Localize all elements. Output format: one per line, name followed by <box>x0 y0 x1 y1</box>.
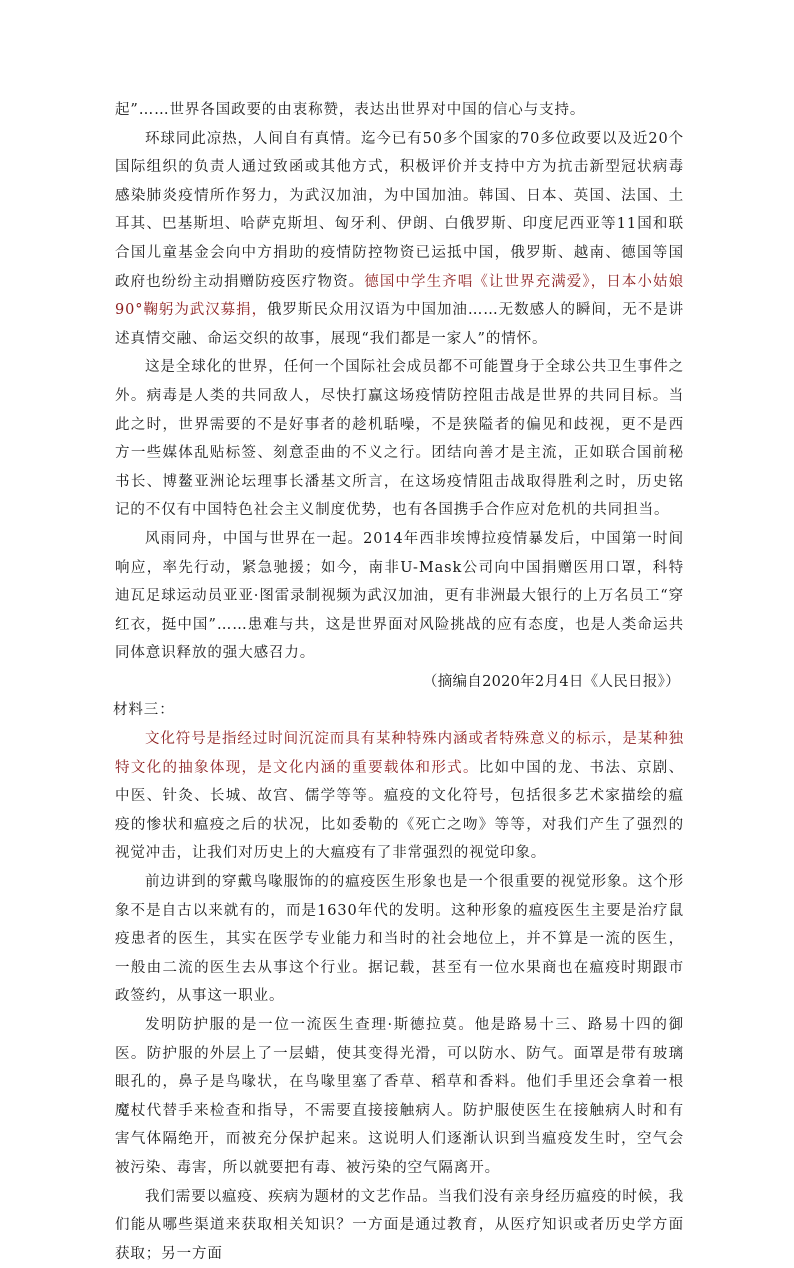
paragraph-plague-doctor: 前边讲到的穿戴鸟喙服饰的的瘟疫医生形象也是一个很重要的视觉形象。这个形象不是自古以来就有的，而是1630年代的发明。这种形象的瘟疫医生主要是治疗鼠疫患者的医生，其实在医学专业能力和当时的社会地位上，并不算是一流的医生，一般由二流的医生去从事这个行业。据记载，甚至有一位水果商也在瘟疫时期跟市政签约，从事这一职业。 <box>115 874 684 1005</box>
paragraph-text: 比如中国的龙、书法、京剧、中医、针灸、长城、故宫、儒学等等。瘟疫的文化符号，包括很多艺术家描绘的瘟疫的惨状和瘟疫之后的状况，比如委勒的《死亡之吻》等等，对我们产生了强烈的视觉冲击，让我们对历史上的大瘟疫有了非常强烈的视觉印象。 <box>115 759 684 862</box>
paragraph-global-support <box>115 125 684 354</box>
paragraph-solidarity: 风雨同舟，中国与世界在一起。2014年西非埃博拉疫情暴发后，中国第一时间响应，率先行动，紧急驰援；如今，南非U-Mask公司向中国捐赠医用口罩，科特迪瓦足球运动员亚亚·图雷录制视频为武汉加油，更有非洲最大银行的上万名员工“穿红衣，挺中国”……患难与共，这是世界面对风险挑战的应有态度，也是人类命运共同体意识释放的强大感召力。 <box>115 530 684 662</box>
highlighted-text: 是某种独特文化的抽象体现，是文化内涵的重要载体和形式。 <box>115 731 685 776</box>
paragraph-text: 俄罗斯民众用汉语为中国加油……无数感人的瞬间，无不是讲述真情交融、命运交织的故事，展现“我们都是一家人”的情怀。 <box>115 302 684 347</box>
paragraph-cultural-symbol <box>115 725 684 868</box>
paragraph-continuation: 起”……世界各国政要的由衷称赞，表达出世界对中国的信心与支持。 <box>115 102 586 118</box>
paragraph-text: 环球同此凉热，人间自有真情。迄今已有50多个国家的70多位政要以及近20个国际组织的负责人通过致函或其他方式，积极评价并支持中方为抗击新型冠状病毒感染肺炎疫情所作努力，为武汉加油，为中国加油。韩国、日本、英国、法国、土耳其、巴基斯坦、哈萨克斯坦、匈牙利、伊朗、白俄罗斯、印度尼西亚等11国和联合国儿童基金会向中方捐助的疫情防控物资已运抵中国，俄罗斯、越南、德国等国政府也纷纷主动捐赠防疫医疗物资。 <box>115 130 684 290</box>
section-heading: 材料三： <box>113 702 175 719</box>
paragraph-literary-works: 我们需要以瘟疫、疾病为题材的文艺作品。当我们没有亲身经历瘟疫的时候，我们能从哪些渠道来获取相关知识？一方面是通过教育，从医疗知识或者历史学方面获取；另一方面 <box>115 1188 684 1262</box>
paragraph-globalization: 这是全球化的世界，任何一个国际社会成员都不可能置身于全球公共卫生事件之外。病毒是人类的共同敌人，尽快打赢这场疫情防控阻击战是世界的共同目标。当此之时，世界需要的不是好事者的趁机聒噪，不是狭隘者的偏见和歧视，更不是西方一些媒体乱贴标签、刻意歪曲的不义之行。团结向善才是主流，正如联合国前秘书长、博鳌亚洲论坛理事长潘基文所言，在这场疫情阻击战取得胜利之时，历史铭记的不仅有中国特色社会主义制度优势，也有各国携手合作应对危机的共同担当。 <box>115 359 684 519</box>
paragraph-protective-suit: 发明防护服的是一位一流医生查理·斯德拉莫。他是路易十三、路易十四的御医。防护服的外层上了一层蜡，使其变得光滑，可以防水、防气。面罩是带有玻璃眼孔的，鼻子是鸟喙状，在鸟喙里塞了香草、稻草和香料。他们手里还会拿着一根魔杖代替手来检查和指导，不需要直接接触病人。防护服使医生在接触病人时和有害气体隔绝开，而被充分保护起来。这说明人们逐渐认识到当瘟疫发生时，空气会被污染、毒害，所以就要把有毒、被污染的空气隔离开。 <box>115 1017 684 1176</box>
highlighted-text: 文化符号是指经过时间沉淀而具有某种特殊内涵或者特殊意义的标示， <box>145 731 623 748</box>
highlighted-text: 德国中学生齐唱《让世界充满爱》，日本小姑娘90°鞠躬为武汉募捐， <box>115 273 684 319</box>
source-citation: （摘编自2020年2月4日《人民日报》） <box>422 673 680 690</box>
